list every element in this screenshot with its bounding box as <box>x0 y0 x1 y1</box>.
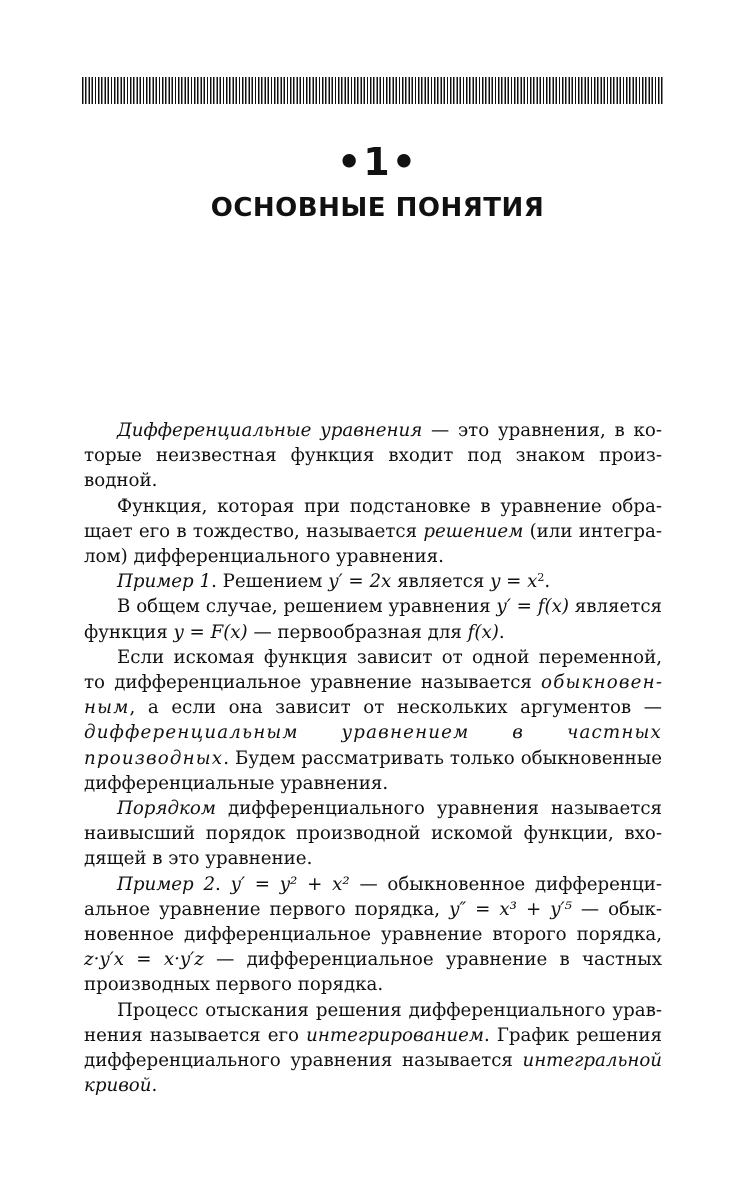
text: . Будем рассматривать только обыкновенные дифференциальные уравнения. <box>84 747 662 794</box>
text: . Решением <box>211 571 329 593</box>
paragraph-ordinary-vs-partial <box>84 645 662 796</box>
formula: f(x) <box>467 621 499 643</box>
decorative-header-rule <box>82 77 664 104</box>
text: дифференциального уравнения называется наивысший порядок производной искомой функции, входящей в это уравнение. <box>84 798 662 870</box>
term-solution: решением <box>423 520 524 542</box>
paragraph-general-case <box>84 594 662 644</box>
text: . <box>498 621 505 643</box>
text: Процесс отыскания решения дифференциального уравнения называется его <box>84 999 662 1046</box>
formula: z·y′x = x·y′z <box>84 949 204 971</box>
text: . <box>544 571 551 593</box>
formula-exponent: 2 <box>537 571 545 585</box>
paragraph-integration <box>84 998 662 1099</box>
chapter-title: ОСНОВНЫЕ ПОНЯТИЯ <box>210 193 545 223</box>
text: — дифференциальное уравнение в частных производных первого порядка. <box>84 949 662 996</box>
formula: y′ = 2x <box>328 571 392 593</box>
formula: y″ = x³ + y′⁵ <box>449 898 572 920</box>
paragraph-solution <box>84 494 662 570</box>
text: Если искомая функция зависит от одной переменной, то дифференциальное уравнение называется <box>84 646 662 694</box>
formula: y′ = f(x) <box>496 596 569 618</box>
formula: y′ = y² + x² <box>230 873 350 895</box>
text: (или интегралом) дифференциального уравнения. <box>84 520 662 568</box>
text: , а если она зависит от нескольких аргументов — <box>129 697 662 719</box>
formula: y = F(x) <box>173 621 248 643</box>
text: является <box>391 571 491 593</box>
text: . <box>151 1075 158 1097</box>
term-integral-curve: интегральной кривой <box>84 1050 662 1097</box>
term-ordinary: обыкновенным <box>84 672 662 719</box>
text: . <box>215 873 231 895</box>
body-text <box>84 418 662 1098</box>
paragraph-order <box>84 796 662 872</box>
example-label: Пример 1 <box>117 571 212 593</box>
text: Функция, которая при подстановке в уравнение обращает его в тождество, называется <box>84 495 662 542</box>
term-order: Порядком <box>117 798 216 820</box>
example-label: Пример 2 <box>117 873 216 895</box>
term-partial: дифференциальным уравнением в частных производных <box>84 722 662 769</box>
paragraph-example-2 <box>84 872 662 998</box>
chapter-number: •1• <box>336 140 419 184</box>
term-integration: интегрированием <box>306 1024 484 1046</box>
formula: y = x <box>490 571 538 593</box>
text: — обыкновенное дифференциальное уравнение второго порядка, <box>84 898 662 946</box>
term-differential-equations: Дифференциальные уравнения <box>117 420 423 441</box>
text: — первообразная для <box>247 621 468 643</box>
paragraph-example-1 <box>84 569 662 594</box>
text: В общем случае, решением уравнения <box>117 596 497 618</box>
text: — обыкновенное дифференциальное уравнение первого порядка, <box>84 873 662 920</box>
text: — это уравнения, в которые неизвестная функция входит под знаком производной. <box>84 420 662 492</box>
text: . График решения дифференциального уравнения называется <box>84 1024 662 1072</box>
text: является функция <box>84 596 663 643</box>
paragraph-definition <box>84 418 662 494</box>
